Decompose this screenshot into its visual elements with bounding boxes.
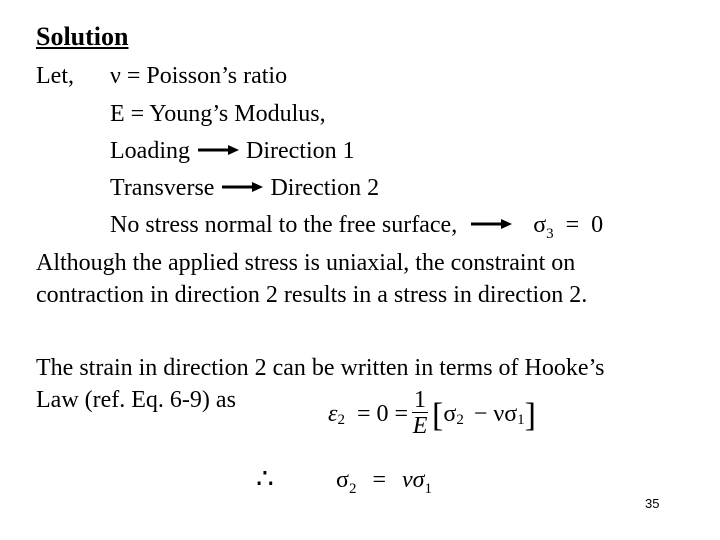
page-number: 35 xyxy=(645,496,660,511)
e-definition: E = Young’s Modulus, xyxy=(110,101,326,127)
no-stress-text: No stress normal to the free surface, xyxy=(110,212,458,238)
minus-nu-sigma: − νσ xyxy=(473,400,518,427)
epsilon-subscript: 2 xyxy=(337,411,345,428)
result-sigma2-subscript: 2 xyxy=(348,481,357,497)
loading-direction: Direction 1 xyxy=(245,138,355,164)
sigma1-subscript: 1 xyxy=(517,411,525,428)
right-arrow-icon xyxy=(196,144,240,156)
close-bracket: ] xyxy=(524,396,536,434)
stress-result-equation xyxy=(336,466,432,497)
nu-definition: ν = Poisson’s ratio xyxy=(110,63,288,89)
therefore-symbol: ∴ xyxy=(256,464,274,495)
sigma3-subscript: 3 xyxy=(546,226,554,242)
result-nu-sigma: νσ xyxy=(401,467,425,493)
equals-zero: = 0 = xyxy=(356,400,409,427)
result-sigma1-subscript: 1 xyxy=(424,481,432,497)
sigma3-symbol: σ xyxy=(533,212,547,238)
result-sigma2: σ xyxy=(336,467,349,493)
let-label: Let, xyxy=(36,63,74,89)
transverse-line xyxy=(110,174,379,202)
open-bracket: [ xyxy=(432,396,444,434)
paragraph-1-line-1: Although the applied stress is uniaxial, the constraint on xyxy=(36,250,576,276)
right-arrow-icon xyxy=(469,218,513,230)
fraction-numerator: 1 xyxy=(414,387,427,413)
result-equals: = xyxy=(372,467,386,493)
transverse-direction: Direction 2 xyxy=(270,175,380,201)
paragraph-2-line-1: The strain in direction 2 can be written in terms of Hooke’s xyxy=(36,355,605,381)
fraction-denominator: E xyxy=(412,413,428,439)
paragraph-1-line-2: contraction in direction 2 results in a stress in direction 2. xyxy=(36,282,588,308)
transverse-label: Transverse xyxy=(110,175,215,201)
sigma3-rhs: = 0 xyxy=(553,212,604,238)
fraction-one-over-e xyxy=(412,388,428,439)
sigma2-symbol: σ xyxy=(443,400,457,427)
sigma2-subscript: 2 xyxy=(456,411,464,428)
paragraph-2-line-2: Law (ref. Eq. 6-9) as xyxy=(36,387,236,413)
heading: Solution xyxy=(36,22,129,51)
right-arrow-icon xyxy=(220,181,264,193)
loading-line xyxy=(110,137,355,165)
no-stress-line xyxy=(110,211,603,242)
loading-label: Loading xyxy=(110,138,190,164)
epsilon-symbol: ε xyxy=(328,400,338,427)
hookes-law-equation xyxy=(328,388,536,439)
